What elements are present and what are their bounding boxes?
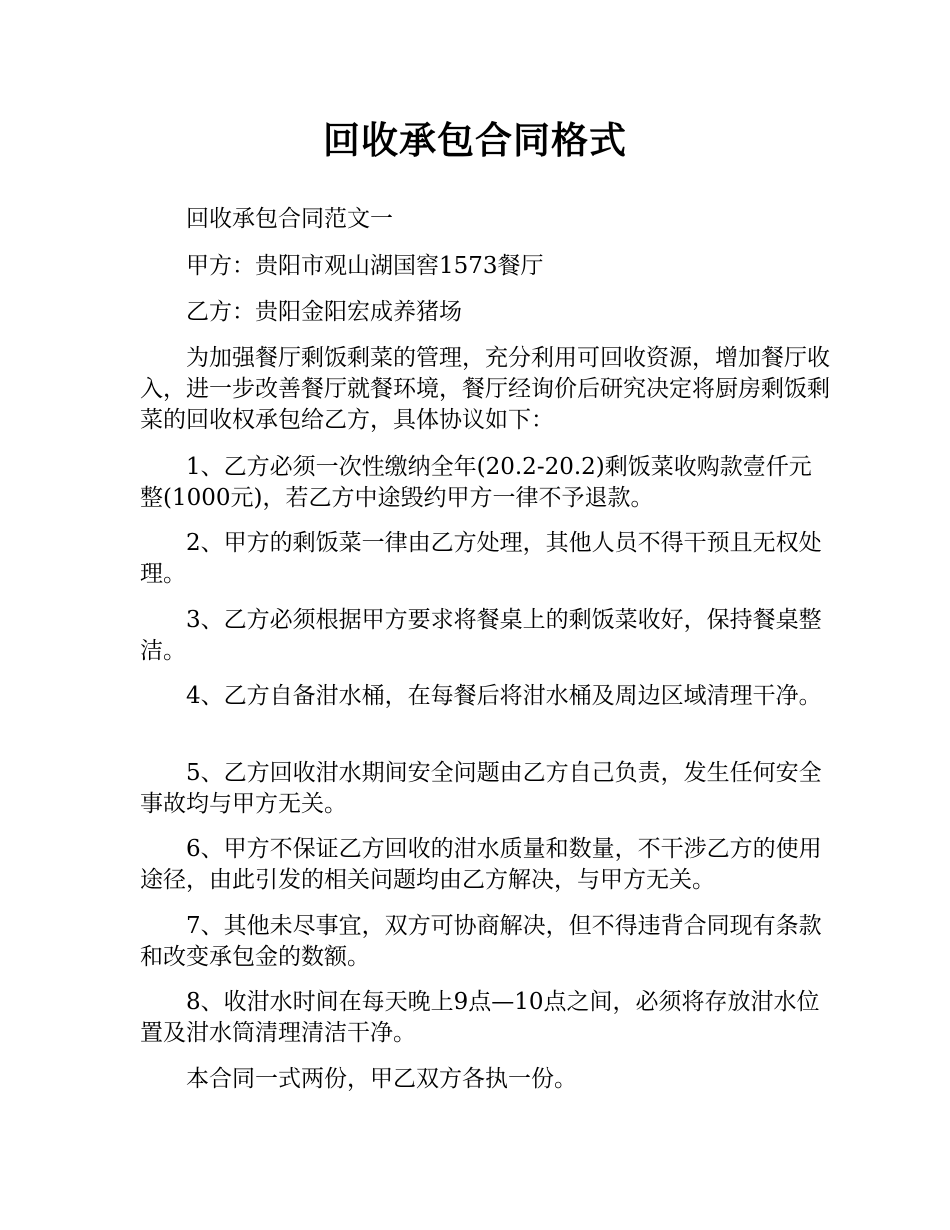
- party-a-paragraph: 甲方：贵阳市观山湖国窖1573餐厅: [186, 253, 544, 279]
- clause-2-paragraph: 2、甲方的剩饭菜一律由乙方处理，其他人员不得干预且无权处理。: [140, 530, 822, 587]
- clause-5-paragraph: 5、乙方回收泔水期间安全问题由乙方自己负责，发生任何安全事故均与甲方无关。: [140, 760, 822, 817]
- clause-4-paragraph: 4、乙方自备泔水桶，在每餐后将泔水桶及周边区域清理干净。: [186, 683, 822, 709]
- closing-paragraph: 本合同一式两份，甲乙双方各执一份。: [186, 1066, 577, 1092]
- preamble-paragraph: 为加强餐厅剩饭剩菜的管理，充分利用可回收资源，增加餐厅收入，进一步改善餐厅就餐环境，餐厅经询价后研究决定将厨房剩饭剩菜的回收权承包给乙方，具体协议如下：: [140, 345, 830, 433]
- party-b-paragraph: 乙方：贵阳金阳宏成养猪场: [186, 299, 462, 325]
- subtitle-paragraph: 回收承包合同范文一: [186, 206, 393, 232]
- document-title: 回收承包合同格式: [323, 119, 627, 162]
- clause-1-paragraph: 1、乙方必须一次性缴纳全年(20.2-20.2)剩饭菜收购款壹仟元整(1000元)，若乙方中途毁约甲方一律不予退款。: [140, 454, 812, 511]
- clause-6-paragraph: 6、甲方不保证乙方回收的泔水质量和数量，不干涉乙方的使用途径，由此引发的相关问题均由乙方解决，与甲方无关。: [140, 836, 822, 893]
- clause-8-paragraph: 8、收泔水时间在每天晚上9点—10点之间，必须将存放泔水位置及泔水筒清理清洁干净。: [140, 989, 820, 1046]
- clause-3-paragraph: 3、乙方必须根据甲方要求将餐桌上的剩饭菜收好，保持餐桌整洁。: [140, 607, 822, 664]
- clause-7-paragraph: 7、其他未尽事宜，双方可协商解决，但不得违背合同现有条款和改变承包金的数额。: [140, 913, 822, 970]
